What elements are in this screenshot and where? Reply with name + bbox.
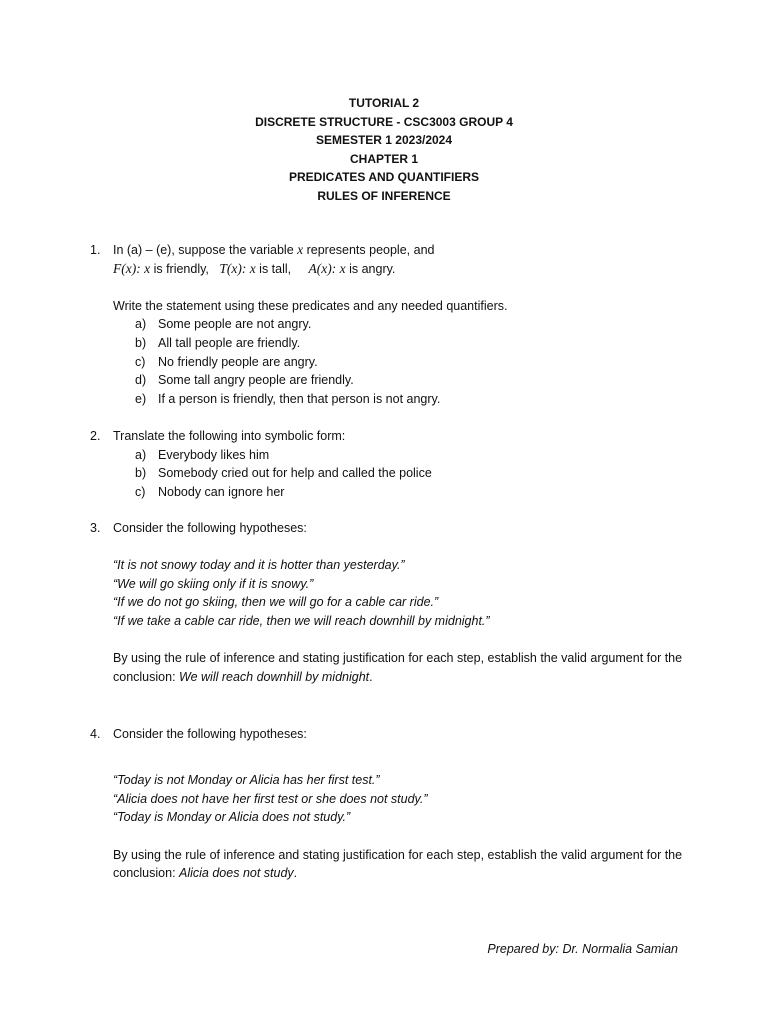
question-number: 4. — [90, 727, 101, 741]
item-text: Everybody likes him — [158, 447, 270, 462]
hypothesis: “Alicia does not have her first test or she does not study.” — [113, 791, 428, 806]
item-label: b) — [135, 466, 147, 481]
hypothesis: “Today is Monday or Alicia does not study.” — [113, 810, 351, 825]
list-item — [135, 334, 690, 353]
item-text: Some people are not angry. — [158, 317, 312, 332]
list-item — [135, 390, 690, 409]
item-text: Somebody cried out for help and called the police — [158, 466, 432, 481]
predicate-a: A(x): x — [308, 260, 346, 276]
question-2 — [90, 427, 690, 501]
predicate-a-text: is angry. — [345, 261, 396, 276]
variable-x: x — [297, 242, 304, 257]
list-item — [135, 446, 690, 465]
predicate-f-text: is friendly, — [150, 261, 209, 276]
question-1 — [90, 241, 690, 408]
document-header — [0, 94, 768, 205]
list-item — [135, 464, 690, 483]
hypothesis: “We will go skiing only if it is snowy.” — [113, 576, 314, 591]
question-intro: In (a) – (e), suppose the variable — [113, 243, 298, 257]
question-intro: Consider the following hypotheses: — [113, 727, 307, 741]
question-3 — [90, 519, 690, 686]
sentence-end: . — [293, 866, 298, 881]
item-text: Nobody can ignore her — [158, 484, 285, 499]
question-intro-end: represents people, and — [303, 243, 435, 257]
question-instruction — [113, 846, 683, 883]
list-item — [135, 315, 690, 334]
hypothesis: “If we do not go skiing, then we will go for a cable car ride.” — [113, 595, 439, 610]
list-item — [135, 483, 690, 502]
question-number: 2. — [90, 429, 101, 443]
sentence-end: . — [369, 669, 373, 684]
instruction-text: By using the rule of inference and stating justification for each step, establish the valid argument for the conclusion: — [113, 847, 683, 881]
instruction-text: By using the rule of inference and stating justification for each step, establish the valid argument for the conclusion: — [113, 651, 683, 684]
item-label: c) — [135, 484, 146, 499]
item-label: d) — [135, 373, 147, 388]
hypothesis: “It is not snowy today and it is hotter than yesterday.” — [113, 558, 405, 573]
item-text: All tall people are friendly. — [158, 335, 301, 350]
question-instruction: Write the statement using these predicates and any needed quantifiers. — [113, 298, 508, 313]
item-label: a) — [135, 317, 147, 332]
question-instruction — [113, 649, 683, 686]
semester-title: SEMESTER 1 2023/2024 — [315, 133, 453, 147]
predicate-f: F(x): x — [113, 260, 151, 276]
hypothesis: “Today is not Monday or Alicia has her first test.” — [113, 773, 380, 788]
question-number: 3. — [90, 521, 101, 535]
topic-title-1: PREDICATES AND QUANTIFIERS — [288, 170, 479, 184]
item-label: a) — [135, 447, 147, 462]
question-intro: Consider the following hypotheses: — [113, 521, 307, 535]
predicate-t: T(x): x — [219, 260, 256, 276]
list-item — [135, 371, 690, 390]
question-number: 1. — [90, 243, 101, 257]
item-label: e) — [135, 391, 147, 406]
tutorial-title: TUTORIAL 2 — [348, 96, 420, 110]
hypothesis: “If we take a cable car ride, then we will reach downhill by midnight.” — [113, 613, 490, 628]
topic-title-2: RULES OF INFERENCE — [317, 188, 451, 203]
question-4 — [90, 725, 690, 883]
chapter-title: CHAPTER 1 — [349, 151, 418, 166]
item-text: No friendly people are angry. — [158, 354, 318, 369]
conclusion: Alicia does not study — [179, 866, 294, 881]
item-label: b) — [135, 335, 147, 350]
predicate-t-text: is tall, — [255, 261, 292, 276]
item-label: c) — [135, 354, 146, 369]
question-intro: Translate the following into symbolic form: — [113, 429, 346, 443]
item-text: Some tall angry people are friendly. — [158, 373, 354, 388]
course-title: DISCRETE STRUCTURE - CSC3003 GROUP 4 — [255, 114, 513, 129]
conclusion: We will reach downhill by midnight — [179, 669, 370, 684]
prepared-by: Prepared by: Dr. Normalia Samian — [487, 942, 678, 956]
item-text: If a person is friendly, then that person is not angry. — [158, 391, 441, 406]
list-item — [135, 353, 690, 372]
